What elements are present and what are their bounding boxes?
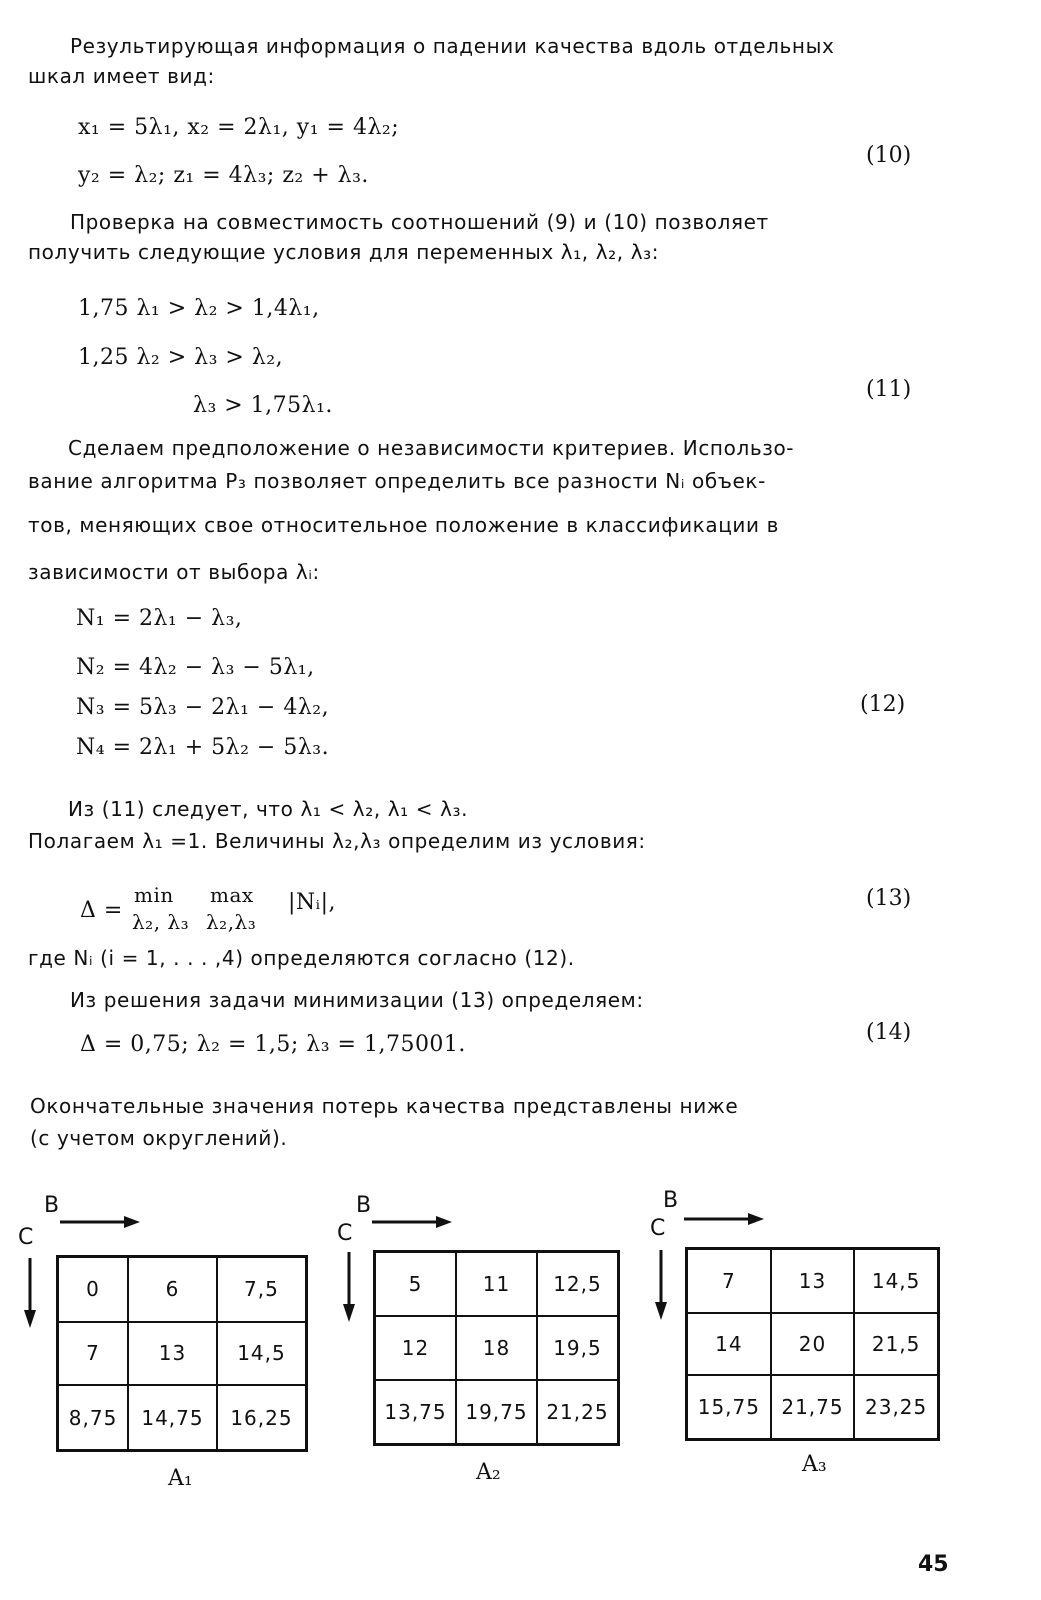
equation-13-min-subscript: λ₂, λ₃	[132, 910, 190, 934]
matrix-cell: 11	[456, 1252, 537, 1317]
arrow-down-icon	[22, 1258, 38, 1330]
matrix-cell: 23,25	[854, 1375, 938, 1439]
matrix-row	[58, 1322, 307, 1386]
matrix-cell: 5	[375, 1252, 457, 1317]
matrix-cell: 13	[128, 1322, 217, 1386]
matrix-cell: 6	[128, 1257, 217, 1322]
paragraph-line: Из решения задачи минимизации (13) определяем:	[70, 988, 644, 1012]
equation-12-line-3: N₃ = 5λ₃ − 2λ₁ − 4λ₂,	[76, 695, 330, 720]
equation-13-max-subscript: λ₂,λ₃	[206, 910, 257, 934]
axis-label-c: C	[18, 1225, 34, 1250]
paragraph-line: (с учетом округлений).	[30, 1126, 288, 1150]
matrix-cell: 21,75	[771, 1375, 855, 1439]
matrix-cell: 12	[375, 1316, 457, 1380]
equation-number-10: (10)	[866, 143, 912, 168]
matrix-cell: 7,5	[217, 1257, 307, 1322]
equation-13-rhs: |Nᵢ|,	[288, 890, 336, 915]
equation-10-line-1: x₁ = 5λ₁, x₂ = 2λ₁, y₁ = 4λ₂;	[78, 115, 400, 140]
paragraph-line: Проверка на совместимость соотношений (9) и (10) позволяет	[70, 210, 769, 234]
matrix-row	[687, 1313, 939, 1376]
equation-11-line-2: 1,25 λ₂ > λ₃ > λ₂,	[78, 345, 284, 370]
matrix-cell: 18	[456, 1316, 537, 1380]
paragraph-line: Полагаем λ₁ =1. Величины λ₂,λ₃ определим из условия:	[28, 829, 646, 853]
equation-number-12: (12)	[860, 692, 906, 717]
matrix-name-a1: A₁	[168, 1466, 193, 1491]
paragraph-line: где Nᵢ (i = 1, . . . ,4) определяются согласно (12).	[28, 946, 575, 970]
matrix-cell: 20	[771, 1313, 855, 1376]
matrix-cell: 14,5	[217, 1322, 307, 1386]
paragraph-line: Окончательные значения потерь качества представлены ниже	[30, 1094, 739, 1118]
paragraph-line: шкал имеет вид:	[28, 64, 215, 88]
loss-matrix-a1	[56, 1255, 308, 1452]
arrow-down-icon	[653, 1250, 669, 1322]
axis-label-c: C	[650, 1216, 666, 1241]
matrix-row	[375, 1380, 619, 1445]
equation-12-line-4: N₄ = 2λ₁ + 5λ₂ − 5λ₃.	[76, 735, 330, 760]
matrix-cell: 21,25	[537, 1380, 619, 1445]
paragraph-line: Из (11) следует, что λ₁ < λ₂, λ₁ < λ₃.	[68, 797, 469, 821]
equation-14-line: Δ = 0,75; λ₂ = 1,5; λ₃ = 1,75001.	[80, 1032, 466, 1057]
paragraph-line: тов, меняющих свое относительное положение в классификации в	[28, 513, 779, 537]
matrix-cell: 14,5	[854, 1249, 938, 1313]
matrix-row	[58, 1385, 307, 1450]
equation-number-11: (11)	[866, 377, 912, 402]
matrix-cell: 19,5	[537, 1316, 619, 1380]
equation-11-line-3: λ₃ > 1,75λ₁.	[193, 393, 333, 418]
matrix-cell: 19,75	[456, 1380, 537, 1445]
equation-12-line-1: N₁ = 2λ₁ − λ₃,	[76, 606, 243, 631]
paragraph-line: Результирующая информация о падении качества вдоль отдельных	[70, 34, 835, 58]
equation-13-max: max	[210, 883, 254, 907]
equation-number-14: (14)	[866, 1020, 912, 1045]
paragraph-line: получить следующие условия для переменных λ₁, λ₂, λ₃:	[28, 240, 660, 264]
arrow-right-icon	[684, 1212, 769, 1226]
loss-matrix-a3	[685, 1247, 940, 1441]
matrix-row	[687, 1249, 939, 1313]
matrix-cell: 21,5	[854, 1313, 938, 1376]
matrix-cell: 13	[771, 1249, 855, 1313]
matrix-cell: 14	[687, 1313, 771, 1376]
arrow-right-icon	[60, 1215, 145, 1229]
matrix-cell: 7	[687, 1249, 771, 1313]
equation-13-lhs: Δ =	[80, 898, 123, 923]
matrix-cell: 8,75	[58, 1385, 129, 1450]
axis-label-b: B	[356, 1193, 372, 1218]
matrix-cell: 13,75	[375, 1380, 457, 1445]
equation-number-13: (13)	[866, 886, 912, 911]
arrow-right-icon	[372, 1215, 457, 1229]
equation-10-line-2: y₂ = λ₂; z₁ = 4λ₃; z₂ + λ₃.	[78, 163, 369, 188]
matrix-row	[375, 1252, 619, 1317]
matrix-cell: 12,5	[537, 1252, 619, 1317]
paragraph-line: вание алгоритма P₃ позволяет определить все разности Nᵢ объек-	[28, 469, 766, 493]
arrow-down-icon	[341, 1252, 357, 1324]
paragraph-line: зависимости от выбора λᵢ:	[28, 560, 320, 584]
page-number: 45	[918, 1552, 949, 1577]
paragraph-line: Сделаем предположение о независимости критериев. Использо-	[68, 436, 795, 460]
equation-13-min: min	[134, 883, 174, 907]
axis-label-c: C	[337, 1221, 353, 1246]
matrix-name-a3: A₃	[802, 1452, 827, 1477]
matrix-cell: 7	[58, 1322, 129, 1386]
matrix-row	[58, 1257, 307, 1322]
equation-12-line-2: N₂ = 4λ₂ − λ₃ − 5λ₁,	[76, 655, 315, 680]
matrix-name-a2: A₂	[476, 1460, 501, 1485]
loss-matrix-a2	[373, 1250, 620, 1446]
matrix-cell: 14,75	[128, 1385, 217, 1450]
matrix-cell: 0	[58, 1257, 129, 1322]
matrix-row	[375, 1316, 619, 1380]
equation-11-line-1: 1,75 λ₁ > λ₂ > 1,4λ₁,	[78, 296, 320, 321]
matrix-row	[687, 1375, 939, 1439]
axis-label-b: B	[663, 1188, 679, 1213]
matrix-cell: 15,75	[687, 1375, 771, 1439]
matrix-cell: 16,25	[217, 1385, 307, 1450]
axis-label-b: B	[44, 1193, 60, 1218]
